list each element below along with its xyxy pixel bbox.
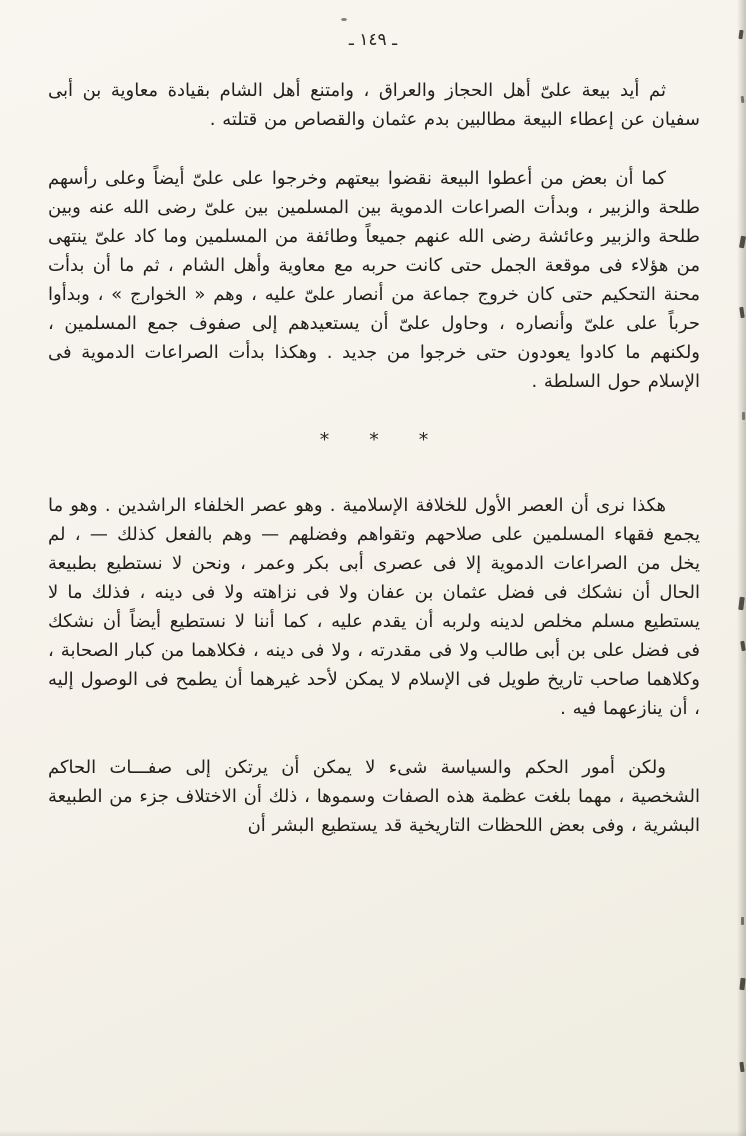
body-text [48,76,700,870]
scan-artifact [739,978,745,990]
scan-edge-shade [737,0,746,1136]
scan-artifact [739,307,744,318]
paragraph: ولكن أمور الحكم والسياسة شىء لا يمكن أن يرتكن إلى صفـــات الحاكم الشخصية ، مهما بلغت عظمة هذه الصفات وسموها ، ذلك أن الاختلاف جزء من الطبيعة البشرية ، وفى بعض اللحظات التاريخية قد يستطيع البشر أن [48,757,700,836]
paragraph: كما أن بعض من أعطوا البيعة نقضوا بيعتهم وخرجوا على علىّ أيضاً وعلى رأسهم طلحة والزبير ، وبدأت الصراعات الدموية بين المسلمين بين علىّ رضى الله عنه وبين طلحة والزبير وعائشة رضى الله عنهم جميعاً وطائفة من المسلمين وما كاد علىّ ينتهى من هؤلاء فى موقعة الجمل حتى كانت حربه مع معاوية وأهل الشام ، ثم ما أن بدأت محنة التحكيم حتى كان خروج جماعة من أنصار علىّ عليه ، وهم « الخوارج » ، وبدأوا حرباً على علىّ وأنصاره ، وحاول علىّ أن يستعيدهم إلى صفوف جمع المسلمين ، ولكنهم ما كادوا يعودون حتى خرجوا من جديد . وهكذا بدأت الصراعات الدموية فى الإسلام حول السلطة . [48,168,700,392]
page-number: ـ ١٤٩ ـ [348,30,398,50]
scan-artifact [741,96,745,103]
scan-edge-shade [0,1130,746,1136]
asterisk-separator: * * * [319,429,429,451]
scan-artifact [341,18,347,21]
scan-artifact [740,641,746,652]
scan-artifact [742,412,745,420]
scan-artifact [739,1062,744,1072]
paragraph: ثم أيد بيعة علىّ أهل الحجاز والعراق ، وامتنع أهل الشام بقيادة معاوية بن أبى سفيان عن إعطاء البيعة مطالبين بدم عثمان والقصاص من قتلته . [48,80,700,130]
scan-artifact [739,236,746,249]
scan-artifact [741,917,744,925]
paragraph: هكذا نرى أن العصر الأول للخلافة الإسلامية . وهو عصر الخلفاء الراشدين . وهو ما يجمع فقهاء المسلمين على صلاحهم وتقواهم وفضلهم — وهم بالفعل كذلك — ، لم يخل من الصراعات الدموية إلا فى عصرى أبى بكر وعمر ، ونحن لا نستطيع بطبيعة الحال أن نشكك فى فضل عثمان بن عفان ولا فى نزاهته ولا فى دينه ، فذلك ما لا يستطيع مسلم مخلص لدينه ولربه أن يقدم عليه ، كما أننا لا نستطيع أيضاً أن نشكك فى فضل على بن أبى طالب ولا فى مقدرته ، ولا فى دينه ، فكلاهما من كبار الصحابة ، وكلاهما صاحب تاريخ طويل فى الإسلام لا يمكن لأحد غيرهما أن يطمح فى الوصول إليه ، أن ينازعهما فيه . [48,495,700,719]
scan-artifact [738,597,745,611]
